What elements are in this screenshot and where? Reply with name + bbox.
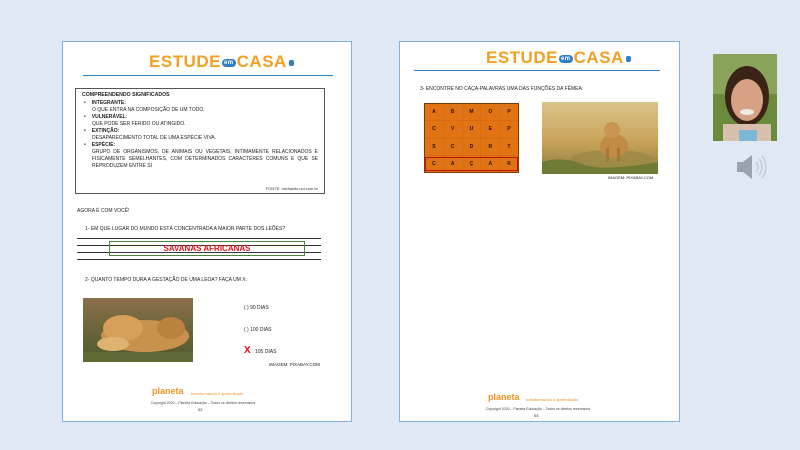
logo-text-em: em bbox=[560, 55, 571, 62]
option-105-days[interactable]: 105 DIAS bbox=[255, 349, 277, 355]
grid-cell[interactable]: M bbox=[463, 104, 481, 120]
question-1: 1- EM QUE LUGAR DO MUNDO ESTÁ CONCENTRADA A MAIOR PARTE DOS LEÕES? bbox=[85, 226, 286, 232]
glossary-definition: GRUPO DE ORGANISMOS, DE ANIMAIS OU VEGETAIS, INTIMAMENTE RELACIONADOS E FISICAMENTE SEMELHANTES, COM DETERMINADOS CARACTERES COMUNS E QUE SE REPRODUZEM ENTRE SI bbox=[92, 149, 318, 169]
grid-cell[interactable]: A bbox=[481, 156, 499, 172]
intro-text: AGORA É COM VOCÊ! bbox=[77, 208, 130, 214]
grid-cell[interactable]: P bbox=[500, 121, 518, 137]
logo-text-left: ESTUDE bbox=[486, 48, 558, 67]
worksheet-page-2 bbox=[399, 41, 680, 422]
estude-em-casa-logo bbox=[149, 52, 294, 72]
footer-tagline: transformando o aprendizado bbox=[191, 391, 244, 396]
grid-cell[interactable]: C bbox=[425, 121, 443, 137]
grid-cell[interactable]: P bbox=[500, 104, 518, 120]
x-mark: X bbox=[244, 345, 251, 356]
logo-text-em: em bbox=[223, 59, 234, 66]
grid-cell[interactable]: A bbox=[444, 156, 462, 172]
found-word-highlight bbox=[425, 157, 518, 171]
worksheet-page-1 bbox=[62, 41, 352, 422]
header-divider bbox=[83, 75, 333, 76]
audio-speaker-icon[interactable] bbox=[735, 152, 771, 182]
glossary-term: • VULNERÁVEL: bbox=[92, 114, 318, 121]
image-credit: IMAGEM: PIXABAY.COM bbox=[608, 175, 654, 180]
glossary-definition: DESAPARECIMENTO TOTAL DE UMA ESPÉCIE VIVA. bbox=[92, 135, 217, 141]
planeta-logo: planeta bbox=[152, 386, 184, 396]
grid-cell[interactable]: B bbox=[444, 104, 462, 120]
footer-copyright: Copyright 2020 – Planeta Educação – Todos os direitos reservados bbox=[150, 401, 256, 405]
planeta-logo: planeta bbox=[488, 392, 520, 402]
glossary-term: • ESPÉCIE: bbox=[92, 142, 318, 149]
header-divider bbox=[414, 70, 660, 71]
page-number: 03 bbox=[534, 413, 539, 418]
answer-line bbox=[77, 238, 321, 239]
logo-mouse-icon bbox=[289, 60, 294, 66]
grid-cell[interactable]: C bbox=[444, 139, 462, 155]
grid-cell[interactable]: Ç bbox=[463, 156, 481, 172]
lioness-grass-photo bbox=[542, 102, 658, 174]
page-number: 02 bbox=[198, 407, 203, 412]
grid-cell[interactable]: D bbox=[463, 139, 481, 155]
glossary-box bbox=[75, 88, 325, 194]
question-2: 2- QUANTO TEMPO DURA A GESTAÇÃO DE UMA LEOA? FAÇA UM X: bbox=[85, 277, 247, 283]
grid-cell[interactable]: R bbox=[500, 156, 518, 172]
logo-text-right: CASA bbox=[573, 48, 624, 67]
glossary-source: FONTE: michaelis.uol.com.br bbox=[265, 186, 318, 191]
glossary-term: • INTEGRANTE: bbox=[92, 100, 318, 107]
option-100-days[interactable]: ( ) 100 DIAS bbox=[244, 327, 272, 333]
glossary-definition: QUE PODE SER FERIDO OU ATINGIDO. bbox=[92, 121, 186, 127]
grid-cell[interactable]: S bbox=[425, 139, 443, 155]
glossary-definition: O QUE ENTRA NA COMPOSIÇÃO DE UM TODO. bbox=[92, 107, 205, 113]
grid-cell[interactable]: T bbox=[500, 139, 518, 155]
question-3: 3- ENCONTRE NO CAÇA-PALAVRAS UMA DAS FUNÇÕES DA FÊMEA: bbox=[420, 86, 584, 92]
logo-mouse-icon bbox=[626, 56, 631, 62]
image-credit: IMAGEM: PIXABAY.COM bbox=[269, 362, 320, 367]
grid-cell[interactable]: C bbox=[425, 156, 443, 172]
footer-copyright: Copyright 2020 – Planeta Educação – Todos os direitos reservados bbox=[485, 407, 591, 411]
logo-text-left: ESTUDE bbox=[149, 52, 221, 71]
grid-cell[interactable]: V bbox=[444, 121, 462, 137]
footer-tagline: transformando o aprendizado bbox=[526, 397, 579, 402]
lioness-photo bbox=[83, 298, 193, 362]
answer-textbox[interactable]: SAVANAS AFRICANAS bbox=[109, 241, 305, 256]
answer-line bbox=[77, 259, 321, 260]
presenter-avatar bbox=[713, 54, 777, 141]
grid-cell[interactable]: A bbox=[425, 104, 443, 120]
option-90-days[interactable]: ( ) 90 DIAS bbox=[244, 305, 269, 311]
glossary-term: • EXTINÇÃO: bbox=[92, 128, 318, 135]
grid-cell[interactable]: R bbox=[481, 139, 499, 155]
grid-cell[interactable]: O bbox=[481, 104, 499, 120]
glossary-title: COMPREENDENDO SIGNIFICADOS bbox=[82, 92, 170, 98]
estude-em-casa-logo bbox=[486, 48, 631, 68]
grid-cell[interactable]: E bbox=[481, 121, 499, 137]
grid-cell[interactable]: U bbox=[463, 121, 481, 137]
logo-text-right: CASA bbox=[236, 52, 287, 71]
